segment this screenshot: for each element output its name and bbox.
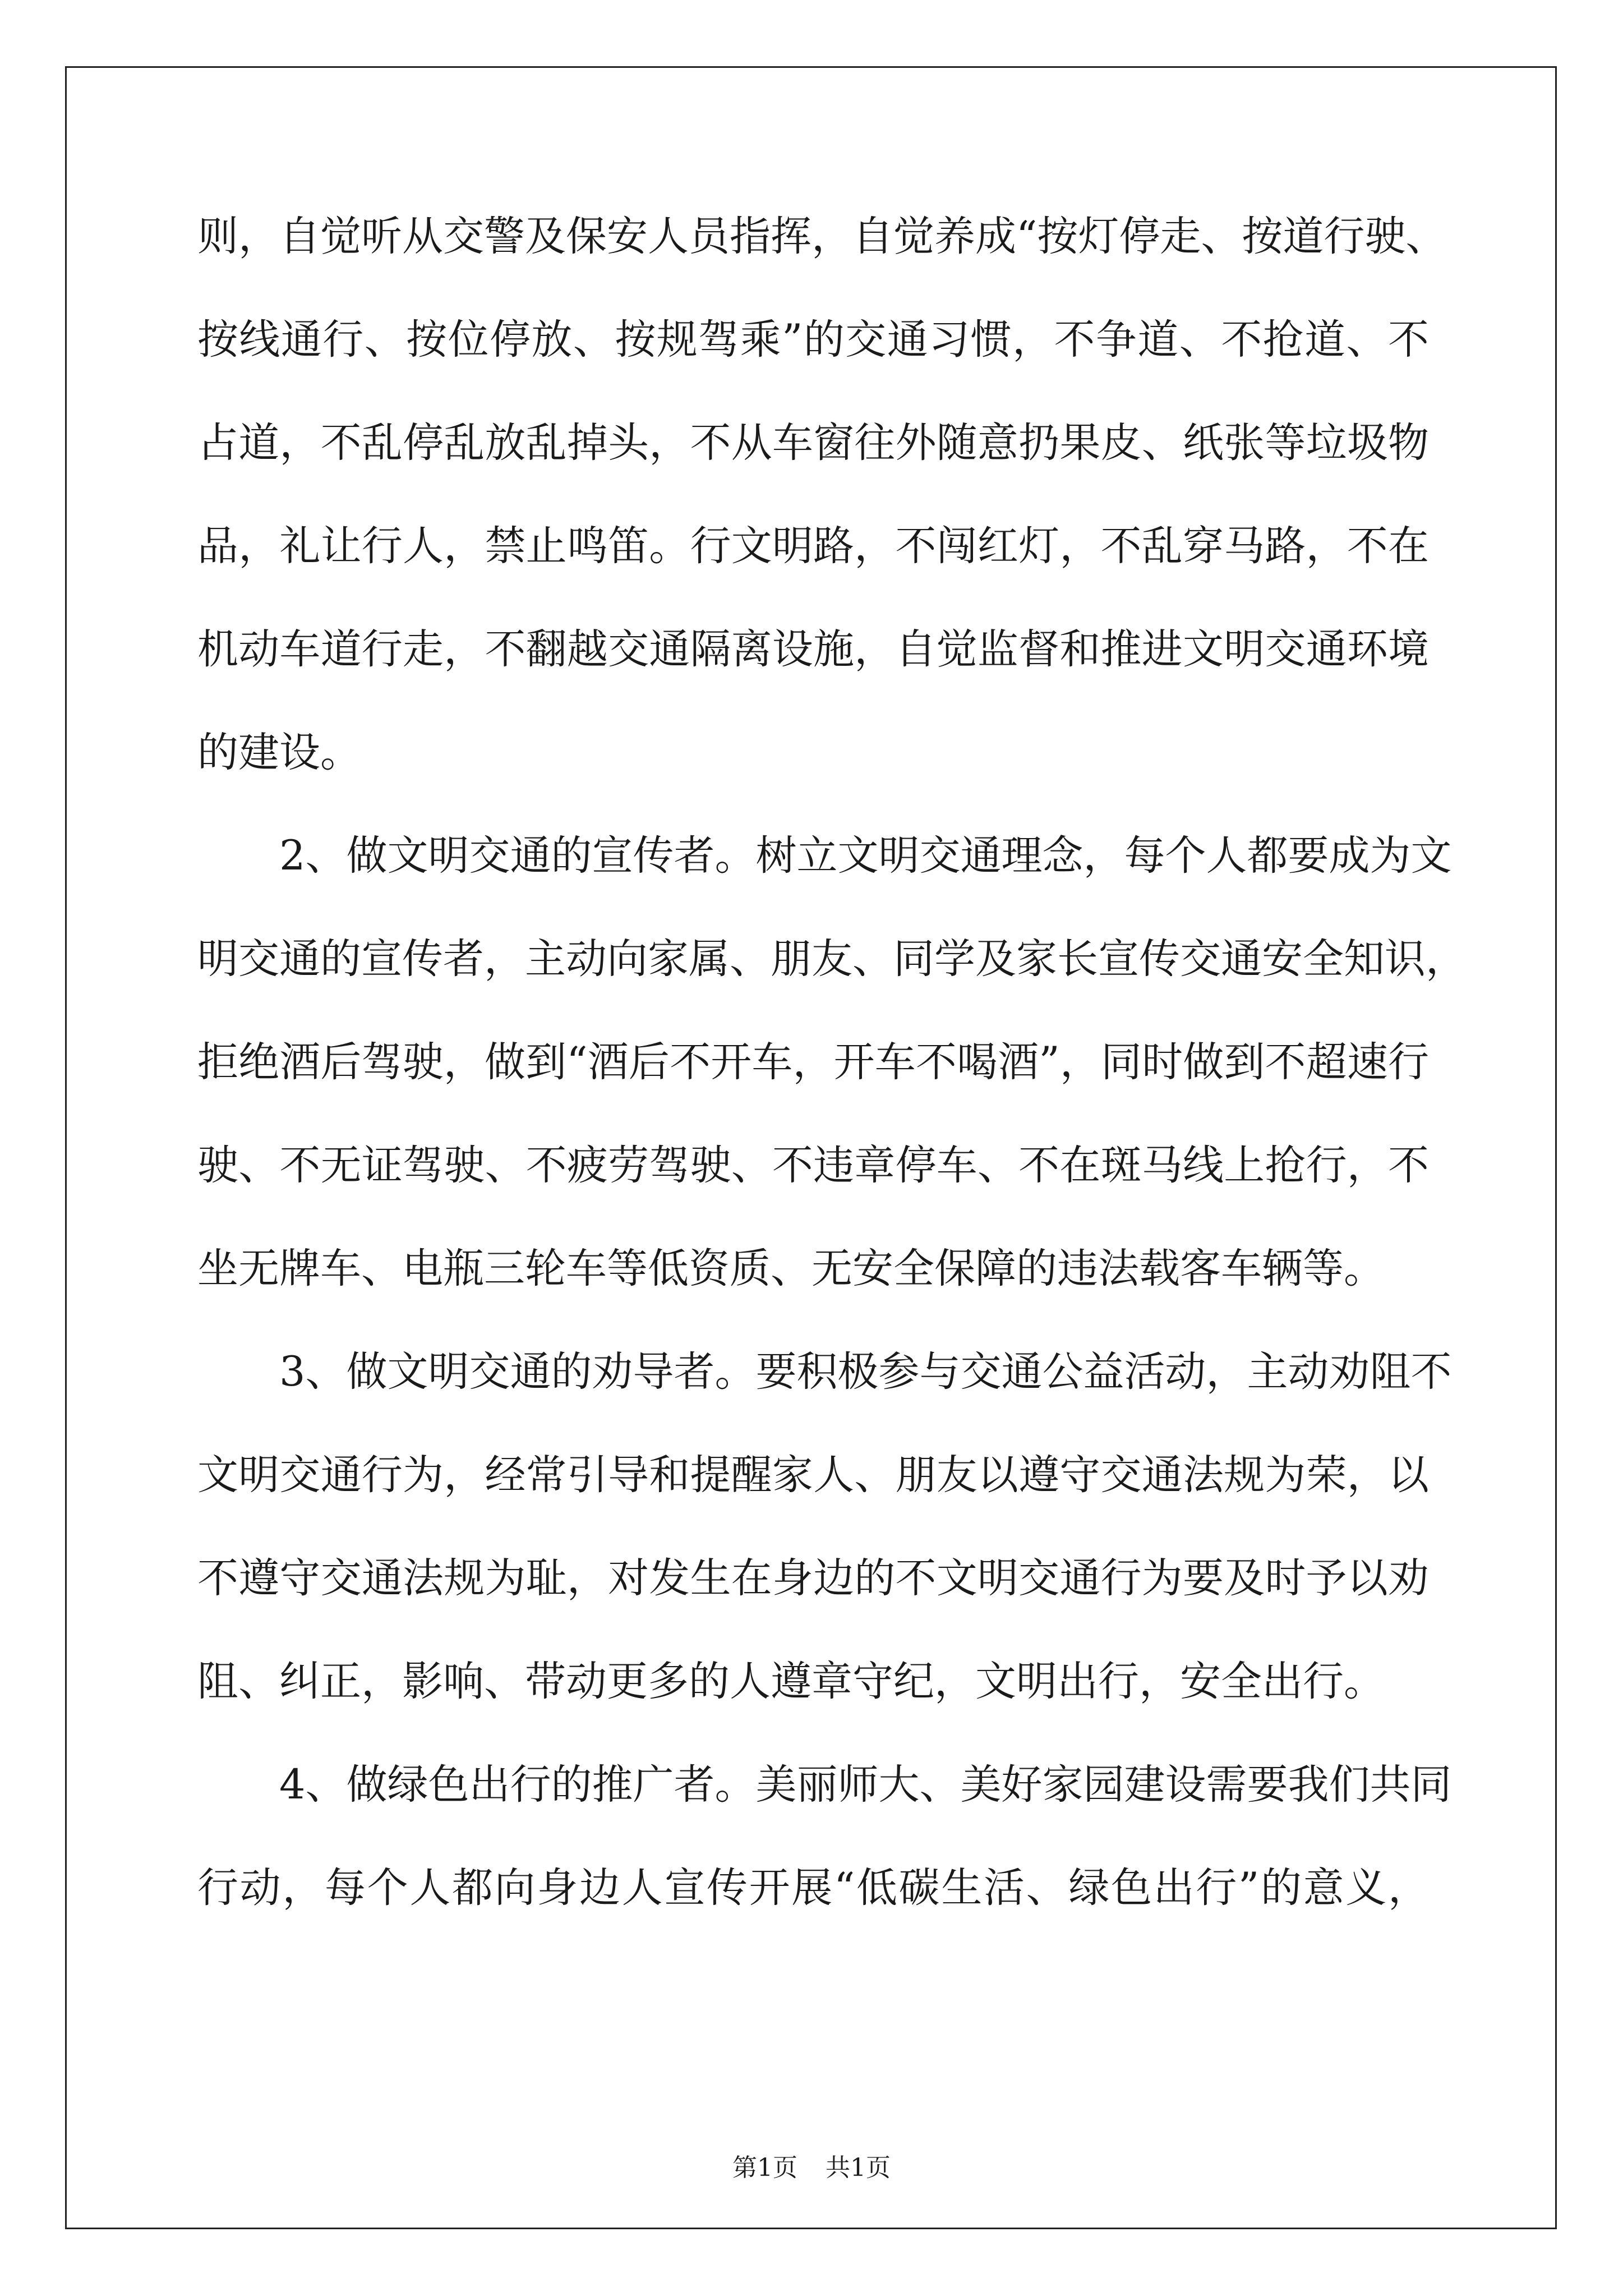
text-line-2: 按线通行、按位停放、按规驾乘”的交通习惯，不争道、不抢道、不 xyxy=(197,316,1429,364)
text-line-16: 4、做绿色出行的推广者。美丽师大、美好家园建设需要我们共同 xyxy=(279,1761,1452,1809)
text-line-12: 3、做文明交通的劝导者。要积极参与交通公益活动，主动劝阻不 xyxy=(279,1348,1452,1396)
text-line-13: 文明交通行为，经常引导和提醒家人、朋友以遵守交通法规为荣，以 xyxy=(197,1451,1429,1499)
page-number-total: 共1页 xyxy=(826,2154,891,2182)
text-line-5: 机动车道行走，不翻越交通隔离设施，自觉监督和推进文明交通环境 xyxy=(197,625,1429,673)
text-line-11: 坐无牌车、电瓶三轮车等低资质、无安全保障的违法载客车辆等。 xyxy=(197,1245,1385,1292)
text-line-4: 品，礼让行人，禁止鸣笛。行文明路，不闯红灯，不乱穿马路，不在 xyxy=(197,522,1429,570)
page-number-current: 第1页 xyxy=(732,2154,797,2182)
text-line-3: 占道，不乱停乱放乱掉头，不从车窗往外随意扔果皮、纸张等垃圾物 xyxy=(197,419,1429,467)
document-body xyxy=(197,210,1467,1964)
text-line-1: 则，自觉听从交警及保安人员指挥，自觉养成“按灯停走、按道行驶、 xyxy=(197,213,1447,260)
text-line-6: 的建设。 xyxy=(197,729,361,776)
text-line-15: 阻、纠正，影响、带动更多的人遵章守纪，文明出行，安全出行。 xyxy=(197,1658,1385,1705)
page-footer xyxy=(0,2147,1623,2183)
text-line-7: 2、做文明交通的宣传者。树立文明交通理念，每个人都要成为文 xyxy=(279,832,1452,880)
text-line-8: 明交通的宣传者，主动向家属、朋友、同学及家长宣传交通安全知识， xyxy=(197,935,1467,983)
text-line-10: 驶、不无证驾驶、不疲劳驾驶、不违章停车、不在斑马线上抢行，不 xyxy=(197,1142,1429,1189)
text-line-14: 不遵守交通法规为耻，对发生在身边的不文明交通行为要及时予以劝 xyxy=(197,1554,1429,1602)
text-line-17: 行动，每个人都向身边人宣传开展“低碳生活、绿色出行”的意义， xyxy=(197,1864,1429,1912)
text-line-9: 拒绝酒后驾驶，做到“酒后不开车，开车不喝酒”，同时做到不超速行 xyxy=(197,1038,1429,1086)
